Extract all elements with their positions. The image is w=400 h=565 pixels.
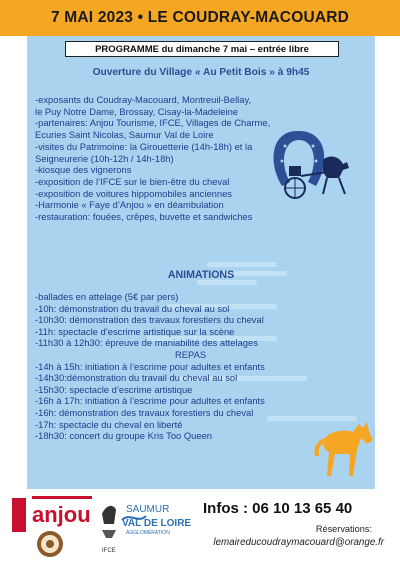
list-item: -15h30: spectacle d’escrime artistique [35,383,193,395]
list-item: -10h: démonstration du travail du cheval au sol [35,302,230,314]
list-item: -visites du Patrimoine: la Girouetterie (14h-18h) et la [35,140,253,152]
list-item: -kiosque des vignerons [35,164,132,176]
list-item: -11h: spectacle d’escrime artistique sur la scène [35,325,235,337]
list-item: -16h à 17h: initiation à l’escrime pour adultes et enfants [35,395,265,407]
ifce-logo-text: IFCE [102,548,116,554]
valdeloire-logo-text: VAL DE LOIRE [122,518,192,529]
list-item: -exposition de voitures hippomobiles anciennes [35,187,232,199]
list-item: -ballades en attelage (5€ par pers) [35,291,179,302]
list-item: -17h: spectacle du cheval en liberté [35,418,183,430]
program-list [35,94,370,223]
agglo-logo-text: AGGLOMÉRATION [126,530,170,536]
saumur-logo-text: SAUMUR [126,504,170,515]
list-item: -11h30 à 12h30: épreuve de maniabilité des attelages [35,337,258,349]
anjou-logo [32,496,92,527]
list-item: -partenaires: Anjou Tourisme, IFCE, Villages de Charme, [35,117,271,129]
list-item: -10h30: démonstration des travaux forestiers du cheval [35,314,264,326]
program-banner-text: PROGRAMME du dimanche 7 mai – entrée libre [95,43,309,55]
list-item: -restauration: fouées, crêpes, buvette et sandwiches [35,211,253,223]
anjou-logo-text: anjou [32,502,91,527]
list-item: -exposants du Coudray-Macouard, Montreuil-Bellay, [35,94,252,105]
reservations-label: Réservations: [315,524,372,534]
list-item: -14h à 15h: initiation à l’escrime pour adultes et enfants [35,360,265,372]
list-item: -16h: démonstration des travaux forestiers du cheval [35,406,254,418]
infos-phone: Infos : 06 10 13 65 40 [203,500,353,517]
animations-title: ANIMATIONS [167,269,235,281]
header-banner [0,0,400,36]
animations-list [35,291,370,442]
list-item: Seigneurerie (10h-12h / 14h-18h) [35,152,174,164]
list-item: -exposition de l’IFCE sur le bien-être du cheval [35,175,230,187]
program-panel [27,36,375,489]
list-item: -14h30:démonstration du travail du cheval au sol [35,372,238,384]
opening-text: Ouverture du Village « Au Petit Bois » à 9h45 [92,67,310,78]
event-title: 7 MAI 2023 • LE COUDRAY-MACOUARD [50,9,350,26]
list-item: le Puy Notre Dame, Brossay, Cisay-la-Madeleine [35,105,239,117]
reservation-email[interactable]: lemaireducoudraymacouard@orange.fr [213,537,384,548]
list-item: Ecuries Saint Nicolas, Saumur Val de Loire [35,129,214,141]
repas-label: REPAS [175,348,207,360]
program-banner [65,41,339,57]
list-item: -Harmonie « Faye d’Anjou » en déambulation [35,199,224,211]
list-item: -18h30: concert du groupe Kris Too Queen [35,430,213,442]
